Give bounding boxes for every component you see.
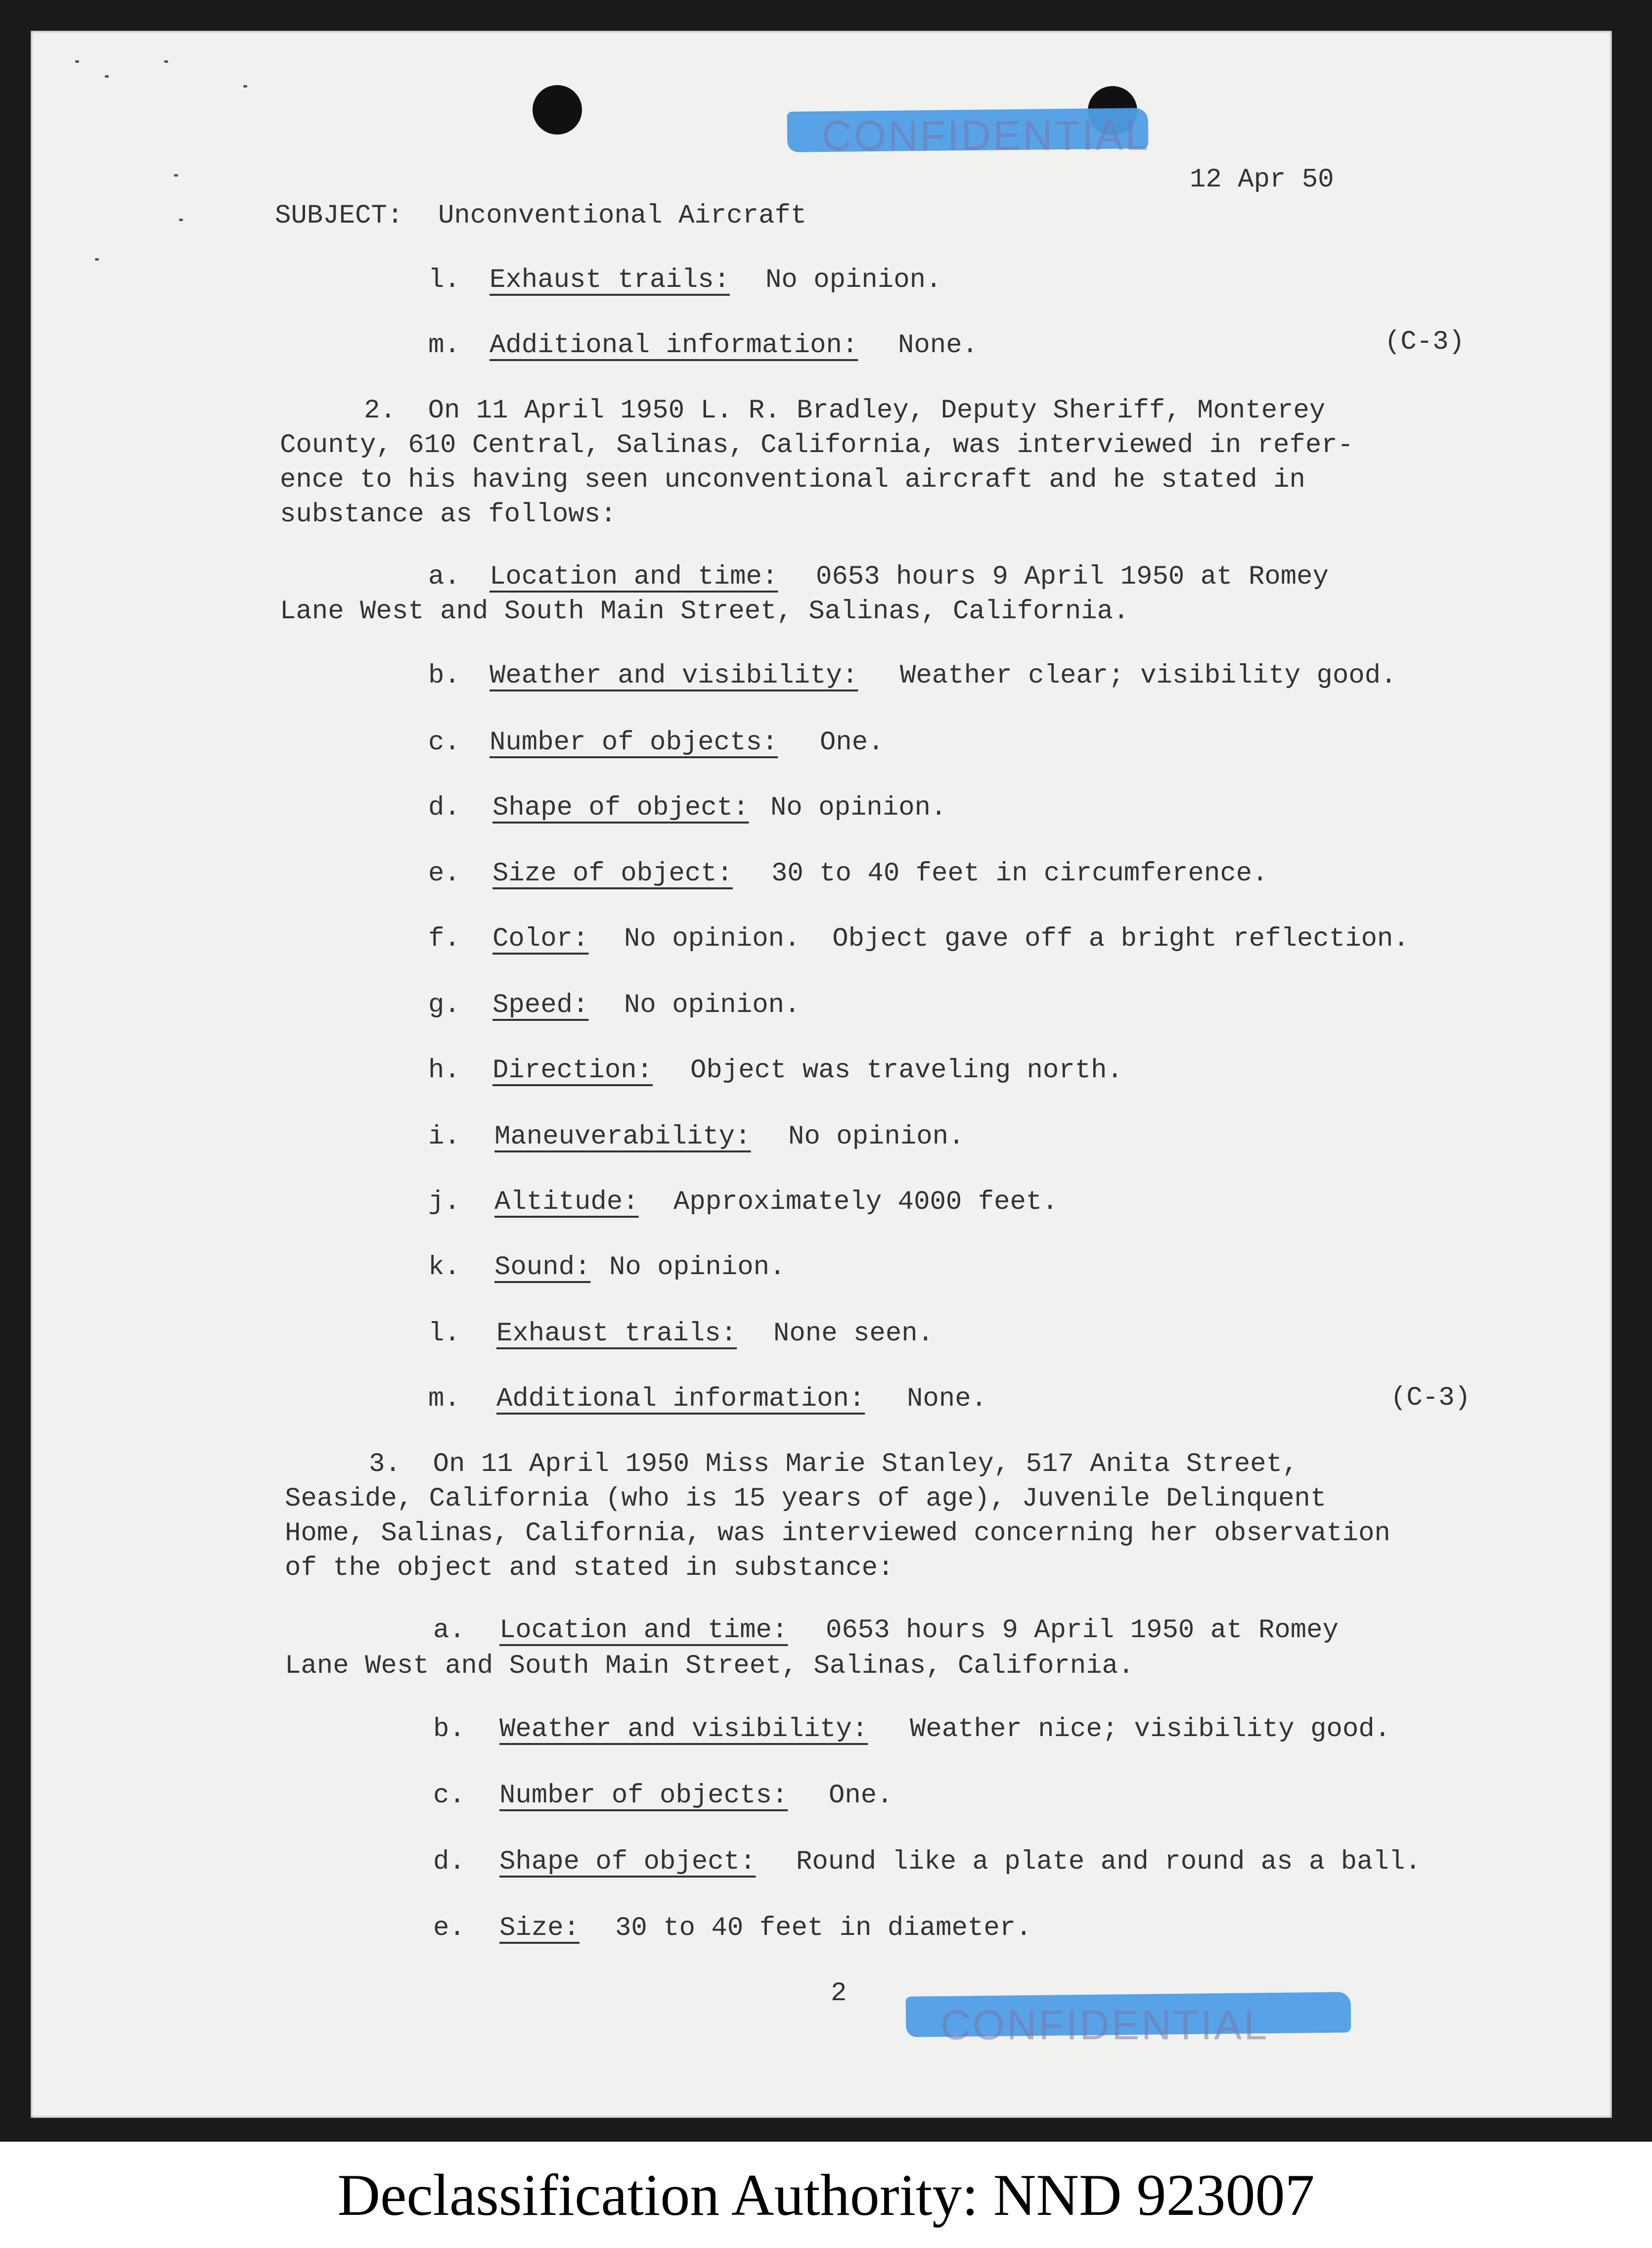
page-number: 2 [831,1978,847,2009]
item-letter: f. [428,924,460,954]
item-label: Size: [499,1913,580,1943]
item-letter: h. [428,1055,460,1086]
subject-label: SUBJECT: [275,201,403,231]
punch-hole-left [533,85,582,135]
item-label: Number of objects: [499,1781,788,1811]
item-text: 0653 hours 9 April 1950 at Romey [816,562,1329,592]
item-label: Number of objects: [490,728,778,758]
declassification-footer: Declassification Authority: NND 923007 [0,2142,1652,2248]
item-label: Color: [492,924,589,954]
item-letter: e. [433,1913,465,1943]
item-text: No opinion. [770,793,947,823]
item-label: Shape of object: [492,793,749,823]
item-label: Speed: [492,990,589,1020]
item-text: One. [820,728,884,758]
item-label: Additional information: [490,330,858,361]
item-label: Shape of object: [499,1847,756,1877]
item-letter: k. [428,1252,460,1283]
speck [105,75,109,78]
item-text: 30 to 40 feet in diameter. [615,1913,1032,1943]
para-line: substance as follows: [280,500,617,530]
item-text: Round like a plate and round as a ball. [796,1847,1421,1877]
item-letter: l. [428,1319,460,1349]
item-label: Exhaust trails: [496,1319,737,1349]
item-text: No opinion. [765,265,942,295]
item-text: No opinion. [788,1122,965,1152]
item-letter: a. [428,562,460,592]
item-text: 30 to 40 feet in circumference. [771,859,1268,889]
para-line: 3. On 11 April 1950 Miss Marie Stanley, 517 Anita Street, [369,1449,1298,1479]
item-label: Location and time: [499,1615,788,1646]
speck [75,60,79,63]
item-text: None. [898,330,979,361]
item-letter: d. [433,1847,465,1877]
item-letter: a. [433,1615,465,1646]
item-letter: c. [428,728,460,758]
item-continuation: Lane West and South Main Street, Salinas, California. [285,1651,1134,1681]
speck [179,219,183,221]
item-label: Direction: [492,1055,653,1086]
item-text: None seen. [773,1319,934,1349]
speck [164,60,168,63]
item-text: Weather clear; visibility good. [900,661,1397,691]
item-letter: b. [433,1714,465,1744]
speck [243,85,247,88]
item-letter: b. [428,661,460,691]
item-label: Sound: [494,1252,591,1283]
item-letter: l. [428,265,460,295]
item-text: 0653 hours 9 April 1950 at Romey [826,1615,1339,1646]
item-text: Weather nice; visibility good. [910,1714,1391,1744]
item-text: No opinion. Object gave off a bright reflection. [624,924,1409,954]
para-line: 2. On 11 April 1950 L. R. Bradley, Deputy Sheriff, Monterey [364,396,1326,426]
subject-title: Unconventional Aircraft [438,201,807,231]
item-label: Additional information: [496,1384,865,1414]
item-text: One. [829,1781,893,1811]
item-letter: d. [428,793,460,823]
para-line: Seaside, California (who is 15 years of age), Juvenile Delinquent [285,1484,1327,1514]
item-label: Size of object: [492,859,733,889]
item-label: Maneuverability: [494,1122,751,1152]
item-letter: j. [428,1187,460,1217]
confidential-stamp-top: CONFIDENTIAL [822,112,1151,159]
classification-code: (C-3) [1390,1383,1471,1413]
speck [95,258,99,261]
classification-code: (C-3) [1384,327,1465,357]
item-letter: g. [428,990,460,1020]
item-letter: c. [433,1781,465,1811]
item-letter: m. [428,1384,460,1414]
para-line: ence to his having seen unconventional aircraft and he stated in [280,465,1305,495]
item-label: Weather and visibility: [490,661,858,691]
para-line: Home, Salinas, California, was interviewed concerning her observation [285,1518,1390,1549]
item-letter: m. [428,330,460,361]
confidential-stamp-bottom: CONFIDENTIAL [940,2002,1269,2048]
item-text: Object was traveling north. [690,1055,1123,1086]
speck [174,174,178,177]
item-continuation: Lane West and South Main Street, Salinas, California. [280,596,1129,627]
para-line: of the object and stated in substance: [285,1553,894,1583]
item-text: No opinion. [624,990,801,1020]
item-letter: i. [428,1122,460,1152]
item-letter: e. [428,859,460,889]
item-text: Approximately 4000 feet. [673,1187,1058,1217]
para-line: County, 610 Central, Salinas, California, was interviewed in refer- [280,430,1354,460]
item-label: Exhaust trails: [490,265,730,295]
item-label: Weather and visibility: [499,1714,868,1744]
item-label: Altitude: [494,1187,639,1217]
item-text: No opinion. [609,1252,786,1283]
document-date: 12 Apr 50 [1190,165,1334,195]
item-label: Location and time: [490,562,778,592]
item-text: None. [907,1384,987,1414]
